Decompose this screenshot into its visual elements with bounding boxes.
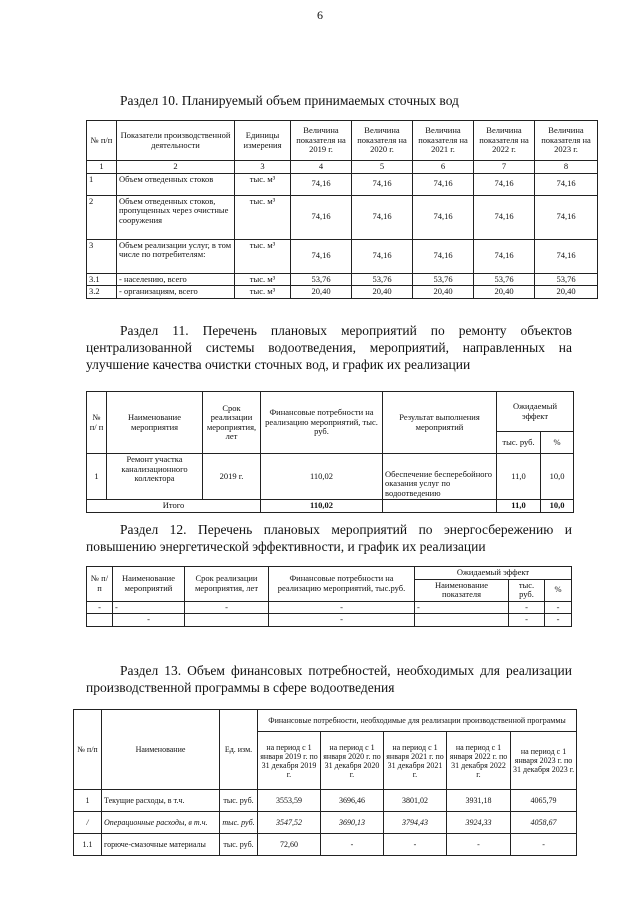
section-13-title [86,662,572,696]
column-number: 2 [117,161,235,174]
column-number: 5 [352,161,413,174]
value-cell: 3547,52 [258,812,321,834]
row-number: 3.1 [87,273,117,286]
header-percent: % [545,579,572,601]
row-name: Объем отведенных стоков [117,173,235,195]
table-row [87,614,572,627]
row-number: 1 [87,173,117,195]
row-unit: тыс. руб. [220,812,258,834]
value-cell: 3924,33 [447,812,511,834]
section-13-title-text: Раздел 13. Объем финансовых потребностей, необходимых для реализации производственной программы в сфере водоотведения [86,663,572,695]
row-percent: 10,0 [541,454,574,500]
row-name: Текущие расходы, в т.ч. [102,790,220,812]
header-term: Срок реализации мероприятия, лет [185,567,269,602]
row-number: 1.1 [74,834,102,856]
section-10-title: Раздел 10. Планируемый объем принимаемых сточных вод [120,93,459,108]
value-cell: 74,16 [291,239,352,273]
header-indicator-name: Наименование показателя [415,579,509,601]
table-row [87,173,598,195]
row-name: Объем реализации услуг, в том числе по потребителям: [117,239,235,273]
column-number-row [87,161,598,174]
header-units: Единицы измерения [235,121,291,161]
value-cell: 74,16 [291,173,352,195]
value-cell: 74,16 [413,173,474,195]
row-number: 1 [87,454,107,500]
empty-cell [383,500,497,513]
header-event-name: Наименование мероприятий [113,567,185,602]
dash-cell: - [545,614,572,627]
section-11-table [86,391,574,513]
value-cell: - [511,834,577,856]
section-12-title-text: Раздел 12. Перечень плановых мероприятий по энергосбережению и повышению энергетической эффективности, и график их реализации [86,522,572,554]
header-value-2023: Величина показателя на 2023 г. [535,121,598,161]
header-result: Результат выполнения мероприятий [383,392,497,454]
value-cell: 3794,43 [384,812,447,834]
header-number: № п/п [87,567,113,602]
value-cell: 4058,67 [511,812,577,834]
header-event-name: Наименование мероприятия [107,392,203,454]
row-unit: тыс. м³ [235,239,291,273]
dash-cell: - [509,601,545,614]
header-value-2020: Величина показателя на 2020 г. [352,121,413,161]
value-cell: - [384,834,447,856]
dash-cell: - [269,601,415,614]
total-thousand-rub: 11,0 [497,500,541,513]
value-cell: 20,40 [291,286,352,299]
value-cell: 20,40 [474,286,535,299]
table-row [74,812,577,834]
row-unit: тыс. м³ [235,286,291,299]
section-12-title [86,521,572,555]
value-cell: 74,16 [474,195,535,239]
dash-cell: - [545,601,572,614]
value-cell: 72,60 [258,834,321,856]
header-name: Наименование [102,710,220,790]
dash-cell: - [113,601,185,614]
value-cell: - [321,834,384,856]
value-cell: 74,16 [413,239,474,273]
value-cell: 20,40 [352,286,413,299]
row-number: 3 [87,239,117,273]
row-name: - организациям, всего [117,286,235,299]
value-cell: 74,16 [413,195,474,239]
section-10-header-row [87,121,598,161]
value-cell: 74,16 [474,173,535,195]
dash-cell: - [509,614,545,627]
section-12-header-row [87,567,572,580]
value-cell: 74,16 [352,195,413,239]
section-13-table [73,709,577,856]
table-row [74,834,577,856]
value-cell: 74,16 [474,239,535,273]
table-row [87,286,598,299]
column-number: 8 [535,161,598,174]
header-period-2019: на период с 1 января 2019 г. по 31 декабря 2019 г. [258,732,321,790]
value-cell: 3690,13 [321,812,384,834]
row-unit: тыс. руб. [220,834,258,856]
row-term: 2019 г. [203,454,261,500]
row-name: - населению, всего [117,273,235,286]
total-percent: 10,0 [541,500,574,513]
row-unit: тыс. м³ [235,273,291,286]
total-row [87,500,574,513]
table-row [87,239,598,273]
value-cell: 3553,59 [258,790,321,812]
empty-cell [415,614,509,627]
value-cell: 53,76 [352,273,413,286]
total-financing: 110,02 [261,500,383,513]
header-number: № п/п [87,121,117,161]
column-number: 1 [87,161,117,174]
row-number: 2 [87,195,117,239]
table-row [87,454,574,500]
row-name: Операционные расходы, в т.ч. [102,812,220,834]
row-unit: тыс. м³ [235,195,291,239]
header-unit: Ед. изм. [220,710,258,790]
header-expected-effect: Ожидаемый эффект [415,567,572,580]
row-name: горюче-смазочные материалы [102,834,220,856]
total-label: Итого [87,500,261,513]
value-cell: 74,16 [352,239,413,273]
section-13-header-row [74,710,577,732]
page-number: 6 [317,8,323,22]
value-cell: 3801,02 [384,790,447,812]
row-name: Объем отведенных стоков, пропущенных через очистные сооружения [117,195,235,239]
dash-cell: - [269,614,415,627]
empty-cell [87,614,113,627]
table-row [74,790,577,812]
empty-cell [185,614,269,627]
header-number: № п/ п [87,392,107,454]
column-number: 7 [474,161,535,174]
row-number: / [74,812,102,834]
header-financing: Финансовые потребности на реализацию мероприятий, тыс. руб. [261,392,383,454]
row-unit: тыс. м³ [235,173,291,195]
header-expected-effect: Ожидаемый эффект [497,392,574,432]
column-number: 3 [235,161,291,174]
value-cell: 20,40 [413,286,474,299]
header-period-2023: на период с 1 января 2023 г. по 31 декабря 2023 г. [511,732,577,790]
value-cell: 74,16 [535,239,598,273]
header-financing: Финансовые потребности на реализацию мероприятий, тыс.руб. [269,567,415,602]
row-number: 1 [74,790,102,812]
column-number: 4 [291,161,352,174]
section-11-title [86,322,572,373]
header-indicators: Показатели производственной деятельности [117,121,235,161]
header-thousand-rub: тыс. руб. [497,432,541,454]
table-row [87,601,572,614]
value-cell: 53,76 [291,273,352,286]
value-cell: 74,16 [535,173,598,195]
dash-cell: - [113,614,185,627]
row-result: Обеспечение бесперебойного оказания услуг по водоотведению [383,454,497,500]
value-cell: 3696,46 [321,790,384,812]
row-financing: 110,02 [261,454,383,500]
row-thousand-rub: 11,0 [497,454,541,500]
value-cell: - [447,834,511,856]
row-unit: тыс. руб. [220,790,258,812]
value-cell: 74,16 [291,195,352,239]
dash-cell: - [415,601,509,614]
header-value-2021: Величина показателя на 2021 г. [413,121,474,161]
section-12-table [86,566,572,627]
section-10-table [86,120,598,299]
table-row [87,195,598,239]
section-11-title-text: Раздел 11. Перечень плановых мероприятий по ремонту объектов централизованной системы водоотведения, мероприятий, направленных на улучшение качества очистки сточных вод, и график их реализации [86,323,572,372]
header-value-2019: Величина показателя на 2019 г. [291,121,352,161]
dash-cell: - [87,601,113,614]
table-row [87,273,598,286]
value-cell: 53,76 [535,273,598,286]
header-value-2022: Величина показателя на 2022 г. [474,121,535,161]
header-thousand-rub: тыс. руб. [509,579,545,601]
value-cell: 74,16 [352,173,413,195]
value-cell: 3931,18 [447,790,511,812]
value-cell: 20,40 [535,286,598,299]
header-term: Срок реализации мероприятия, лет [203,392,261,454]
value-cell: 53,76 [413,273,474,286]
row-name: Ремонт участка канализационного коллектора [107,454,203,500]
column-number: 6 [413,161,474,174]
section-11-header-row [87,392,574,432]
value-cell: 4065,79 [511,790,577,812]
header-period-2022: на период с 1 января 2022 г. по 31 декабря 2022 г. [447,732,511,790]
header-percent: % [541,432,574,454]
row-number: 3.2 [87,286,117,299]
header-period-2021: на период с 1 января 2021 г. по 31 декабря 2021 г. [384,732,447,790]
dash-cell: - [185,601,269,614]
value-cell: 53,76 [474,273,535,286]
header-period-2020: на период с 1 января 2020 г. по 31 декабря 2020 г. [321,732,384,790]
header-financing-group: Финансовые потребности, необходимые для реализации производственной программы [258,710,577,732]
value-cell: 74,16 [535,195,598,239]
header-number: № п/п [74,710,102,790]
